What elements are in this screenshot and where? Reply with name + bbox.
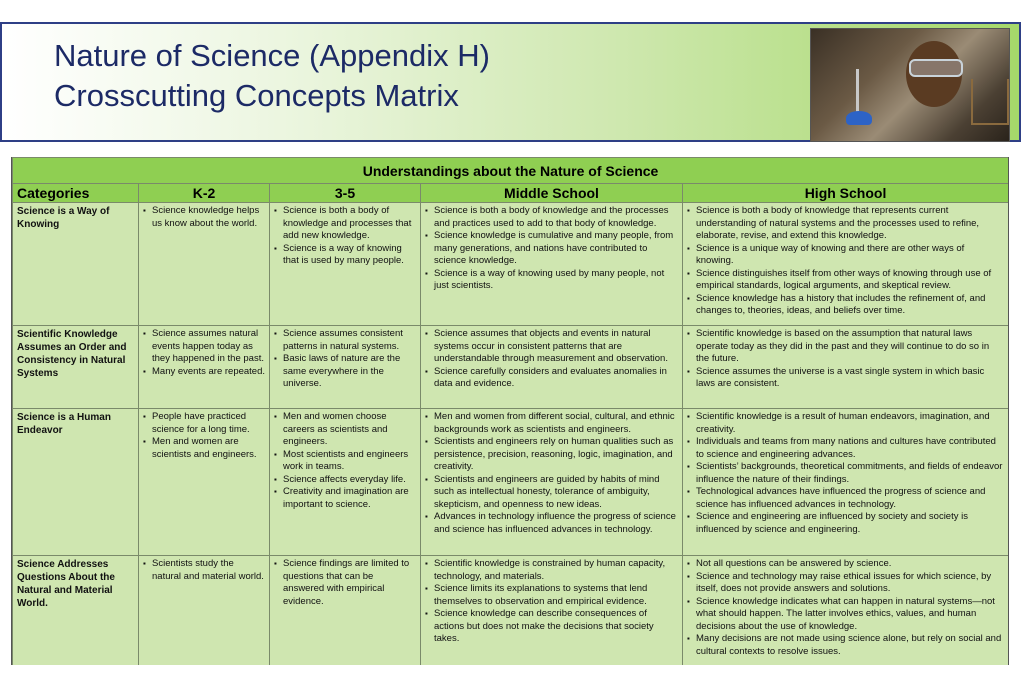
- list-item: ▪ Science distinguishes itself from other ways of knowing through use of empirical standards, logical arguments, and skeptical review.: [696, 268, 1004, 293]
- g35-cell: [270, 203, 421, 326]
- hs-cell: [683, 556, 1009, 666]
- list-item: ▪ Men and women choose careers as scientists and engineers.: [283, 411, 416, 449]
- blue-flask: [846, 111, 872, 125]
- g35-cell: [270, 556, 421, 666]
- hs-cell: [683, 326, 1009, 409]
- g35-cell: [270, 326, 421, 409]
- col-header-middle-school: Middle School: [421, 184, 683, 203]
- ms-cell: [421, 409, 683, 556]
- list-item: ▪ Science knowledge helps us know about the world.: [152, 205, 265, 230]
- list-item: ▪ People have practiced science for a long time.: [152, 411, 265, 436]
- list-item: ▪ Science assumes natural events happen today as they happened in the past.: [152, 328, 265, 366]
- category-cell: Science is a Human Endeavor: [13, 409, 139, 556]
- list-item: ▪ Science assumes the universe is a vast single system in which basic laws are consistent.: [696, 366, 1004, 391]
- list-item: ▪ Many decisions are not made using science alone, but rely on social and cultural contexts to resolve issues.: [696, 633, 1004, 658]
- slide-header: [0, 22, 1021, 142]
- k2-cell: [139, 556, 270, 666]
- list-item: ▪ Science assumes consistent patterns in natural systems.: [283, 328, 416, 353]
- list-item: ▪ Science assumes that objects and events in natural systems occur in consistent patterns that are understandable through measurement and observation.: [434, 328, 678, 366]
- list-item: ▪ Creativity and imagination are important to science.: [283, 486, 416, 511]
- k2-cell: [139, 203, 270, 326]
- category-cell: Scientific Knowledge Assumes an Order and Consistency in Natural Systems: [13, 326, 139, 409]
- list-item: ▪ Science is a unique way of knowing and there are other ways of knowing.: [696, 243, 1004, 268]
- student-lab-photo: [810, 28, 1010, 142]
- list-item: ▪ Science is both a body of knowledge and the processes and practices used to add to that body of knowledge.: [434, 205, 678, 230]
- table-row: [13, 203, 1009, 326]
- list-item: ▪ Scientific knowledge is based on the assumption that natural laws operate today as they did in the past and they will continue to do so in the future.: [696, 328, 1004, 366]
- list-item: ▪ Scientists and engineers are guided by habits of mind such as intellectual honesty, tolerance of ambiguity, skepticism, and openness to new ideas.: [434, 474, 678, 512]
- list-item: ▪ Science and technology may raise ethical issues for which science, by itself, does not provide answers and solutions.: [696, 571, 1004, 596]
- list-item: ▪ Science knowledge indicates what can happen in natural systems—not what should happen. The latter involves ethics, values, and human decisions about the use of knowledge.: [696, 596, 1004, 634]
- category-cell: Science Addresses Questions About the Natural and Material World.: [13, 556, 139, 666]
- column-header-row: [13, 184, 1009, 203]
- list-item: ▪ Scientific knowledge is a result of human endeavors, imagination, and creativity.: [696, 411, 1004, 436]
- list-item: ▪ Science findings are limited to questions that can be answered with empirical evidence.: [283, 558, 416, 608]
- list-item: ▪ Scientists’ backgrounds, theoretical commitments, and fields of endeavor influence the nature of their findings.: [696, 461, 1004, 486]
- list-item: ▪ Science knowledge is cumulative and many people, from many generations, and nations have contributed to science knowledge.: [434, 230, 678, 268]
- list-item: ▪ Science knowledge can describe consequences of actions but does not make the decisions that society takes.: [434, 608, 678, 646]
- col-header-k2: K-2: [139, 184, 270, 203]
- list-item: ▪ Most scientists and engineers work in teams.: [283, 449, 416, 474]
- matrix-table: [12, 157, 1009, 665]
- title-line-1: Nature of Science (Appendix H): [54, 38, 490, 73]
- list-item: ▪ Science carefully considers and evaluates anomalies in data and evidence.: [434, 366, 678, 391]
- ms-cell: [421, 203, 683, 326]
- list-item: ▪ Men and women from different social, cultural, and ethnic backgrounds work as scientists and engineers.: [434, 411, 678, 436]
- list-item: ▪ Science limits its explanations to systems that lend themselves to observation and empirical evidence.: [434, 583, 678, 608]
- k2-cell: [139, 326, 270, 409]
- list-item: ▪ Basic laws of nature are the same everywhere in the universe.: [283, 353, 416, 391]
- list-item: ▪ Advances in technology influence the progress of science and science has influenced advances in technology.: [434, 511, 678, 536]
- nos-matrix: [11, 157, 1009, 665]
- list-item: ▪ Scientists and engineers rely on human qualities such as persistence, precision, reasoning, logic, imagination, and creativity.: [434, 436, 678, 474]
- list-item: ▪ Many events are repeated.: [152, 366, 265, 379]
- list-item: ▪ Science is a way of knowing used by many people, not just scientists.: [434, 268, 678, 293]
- table-row: [13, 326, 1009, 409]
- list-item: ▪ Scientists study the natural and material world.: [152, 558, 265, 583]
- title-line-2: Crosscutting Concepts Matrix: [54, 78, 459, 113]
- col-header-3-5: 3-5: [270, 184, 421, 203]
- list-item: ▪ Not all questions can be answered by science.: [696, 558, 1004, 571]
- list-item: ▪ Science is both a body of knowledge that represents current understanding of natural systems and the processes used to refine, elaborate, revise, and extend this knowledge.: [696, 205, 1004, 243]
- g35-cell: [270, 409, 421, 556]
- list-item: ▪ Science knowledge has a history that includes the refinement of, and changes to, theories, ideas, and beliefs over time.: [696, 293, 1004, 318]
- list-item: ▪ Scientific knowledge is constrained by human capacity, technology, and materials.: [434, 558, 678, 583]
- list-item: ▪ Science and engineering are influenced by society and society is influenced by science and engineering.: [696, 511, 1004, 536]
- list-item: ▪ Science affects everyday life.: [283, 474, 416, 487]
- list-item: ▪ Science is both a body of knowledge and processes that add new knowledge.: [283, 205, 416, 243]
- list-item: ▪ Technological advances have influenced the progress of science and science has influenced advances in technology.: [696, 486, 1004, 511]
- col-header-high-school: High School: [683, 184, 1009, 203]
- hs-cell: [683, 203, 1009, 326]
- table-row: [13, 556, 1009, 666]
- list-item: ▪ Men and women are scientists and engineers.: [152, 436, 265, 461]
- col-header-categories: Categories: [13, 184, 139, 203]
- list-item: ▪ Science is a way of knowing that is used by many people.: [283, 243, 416, 268]
- ms-cell: [421, 556, 683, 666]
- hs-cell: [683, 409, 1009, 556]
- page-title: [54, 36, 490, 116]
- test-tube-rack: [971, 79, 1009, 125]
- k2-cell: [139, 409, 270, 556]
- ms-cell: [421, 326, 683, 409]
- table-row: [13, 409, 1009, 556]
- table-banner: Understandings about the Nature of Science: [13, 158, 1009, 184]
- safety-goggles: [909, 59, 963, 77]
- list-item: ▪ Individuals and teams from many nations and cultures have contributed to science and engineering advances.: [696, 436, 1004, 461]
- category-cell: Science is a Way of Knowing: [13, 203, 139, 326]
